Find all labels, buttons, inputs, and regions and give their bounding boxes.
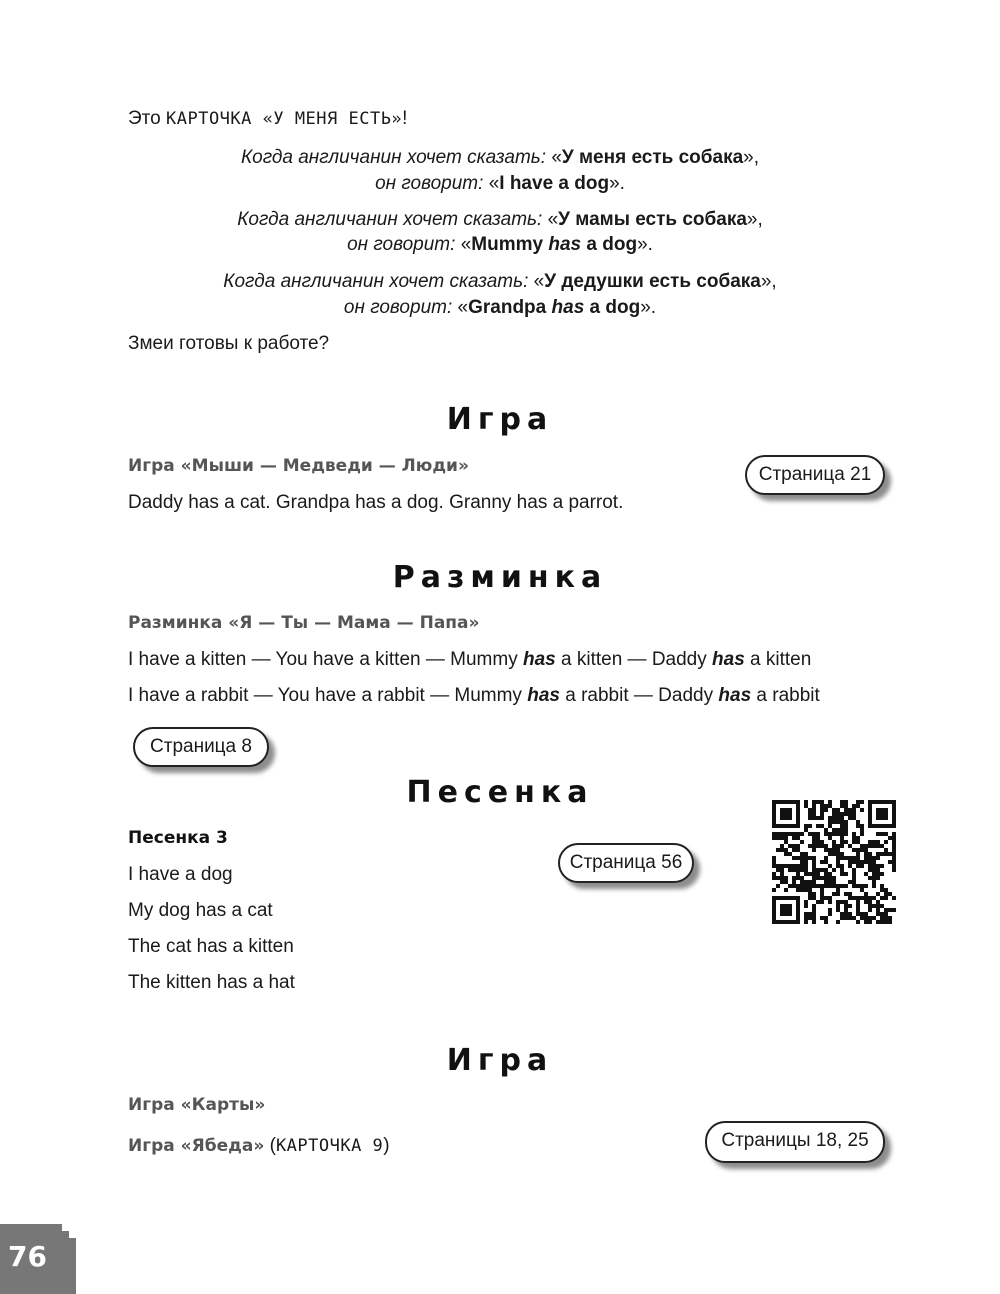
section-heading-song: Песенка bbox=[406, 775, 594, 810]
question-text: Змеи готовы к работе? bbox=[128, 333, 330, 354]
song-line: The cat has a kitten bbox=[128, 936, 294, 957]
intro-line: Это КАРТОЧКА «У МЕНЯ ЕСТЬ»! bbox=[128, 108, 408, 129]
song-line: I have a dog bbox=[128, 864, 233, 885]
warmup-title: Разминка «Я — Ты — Мама — Папа» bbox=[128, 613, 480, 633]
game-text: Daddy has a cat. Grandpa has a dog. Granny has a parrot. bbox=[128, 492, 624, 513]
section-heading-warmup: Разминка bbox=[392, 560, 608, 595]
page-ref-8[interactable]: Страница 8 bbox=[133, 727, 269, 767]
game-title-cards: Игра «Карты» bbox=[128, 1095, 266, 1115]
card-9: КАРТОЧКА 9 bbox=[275, 1136, 384, 1156]
qr-code[interactable] bbox=[772, 800, 896, 924]
section-heading-game-2: Игра bbox=[446, 1043, 554, 1078]
example-3-line-1: Когда англичанин хочет сказать: «У дедушки есть собака», bbox=[223, 271, 777, 292]
warmup-line-2: I have a rabbit — You have a rabbit — Mummy has a rabbit — Daddy has a rabbit bbox=[128, 685, 820, 706]
example-1-line-2: он говорит: «I have a dog». bbox=[375, 173, 625, 194]
section-heading-game: Игра bbox=[446, 402, 554, 437]
game-title-tattletale: Игра «Ябеда» bbox=[128, 1136, 265, 1156]
game-title-mice-bears-people: Игра «Мыши — Медведи — Люди» bbox=[128, 456, 469, 476]
page-ref-21[interactable]: Страница 21 bbox=[745, 455, 885, 495]
card-name: КАРТОЧКА «У МЕНЯ ЕСТЬ» bbox=[166, 109, 403, 129]
warmup-line-1: I have a kitten — You have a kitten — Mummy has a kitten — Daddy has a kitten bbox=[128, 649, 812, 670]
example-1-line-1: Когда англичанин хочет сказать: «У меня есть собака», bbox=[240, 147, 760, 168]
page-number-tab bbox=[0, 1224, 76, 1294]
example-3-line-2: он говорит: «Grandpa has a dog». bbox=[343, 297, 657, 318]
page-number: 76 bbox=[8, 1240, 47, 1273]
example-2-line-2: он говорит: «Mummy has a dog». bbox=[347, 234, 653, 255]
example-2-line-1: Когда англичанин хочет сказать: «У мамы есть собака», bbox=[237, 209, 763, 230]
song-line: My dog has a cat bbox=[128, 900, 273, 921]
game-title-tattletale-line: Игра «Ябеда» (КАРТОЧКА 9) bbox=[128, 1135, 390, 1156]
song-title: Песенка 3 bbox=[128, 828, 228, 848]
page-ref-56[interactable]: Страница 56 bbox=[558, 843, 694, 883]
page-ref-18-25[interactable]: Страницы 18, 25 bbox=[705, 1121, 885, 1163]
song-line: The kitten has a hat bbox=[128, 972, 295, 993]
